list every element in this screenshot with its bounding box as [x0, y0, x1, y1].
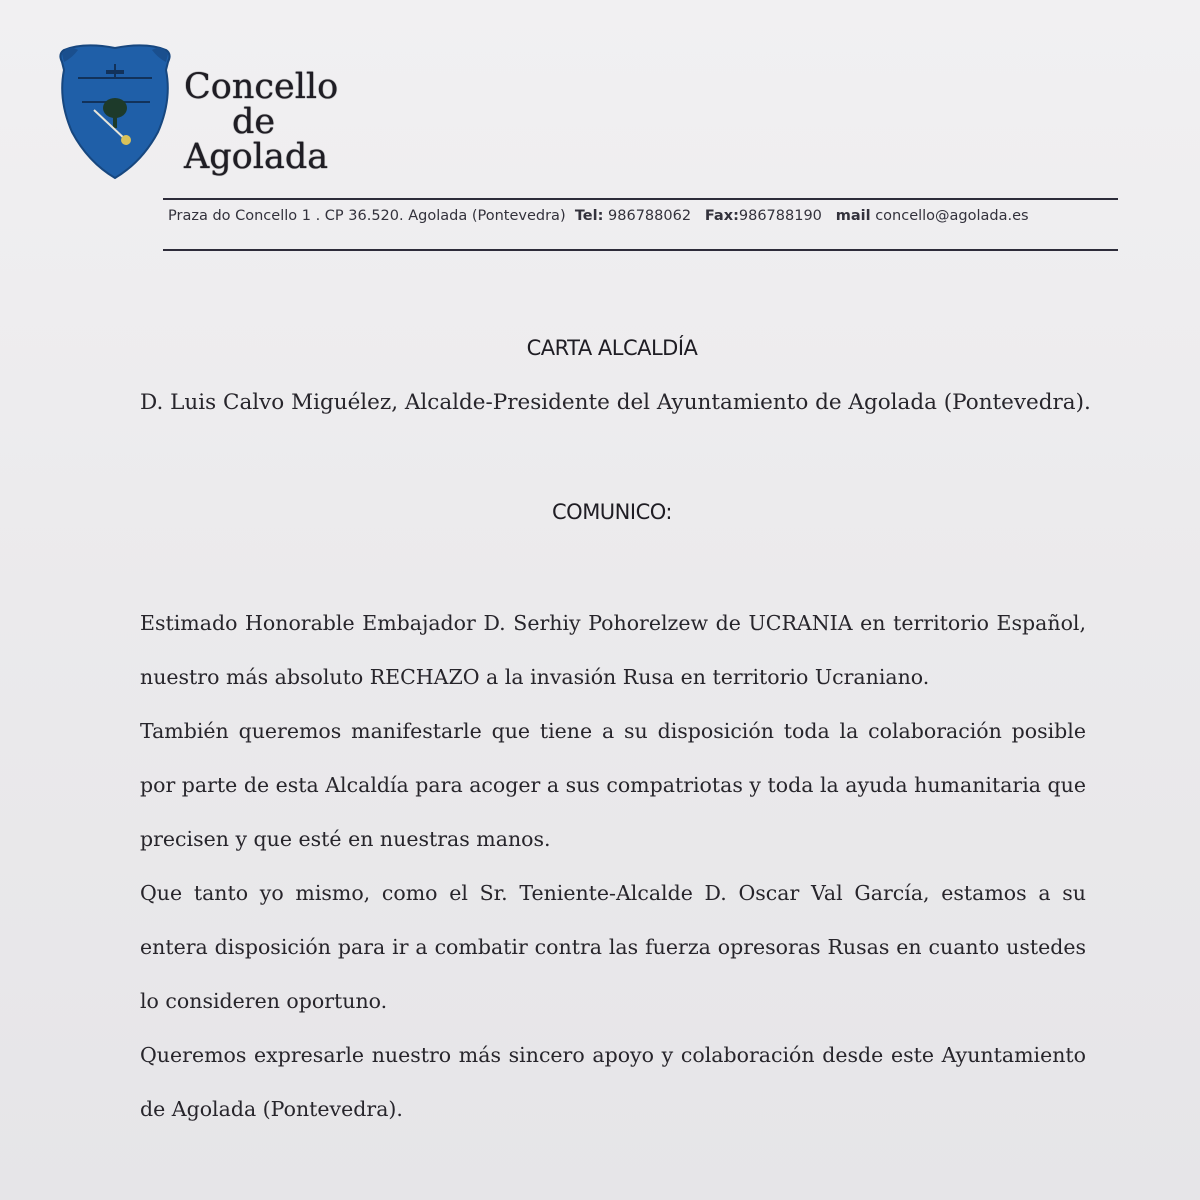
header-bottom-rule	[163, 249, 1118, 251]
org-name-line-2: de	[232, 102, 276, 142]
mail-label: mail	[835, 208, 871, 224]
coat-of-arms-icon	[54, 40, 176, 182]
fax-label: Fax:	[704, 208, 739, 224]
address: Praza do Concello 1 . CP 36.520. Agolada (Pontevedra)	[168, 208, 566, 224]
body-paragraph: Que tanto yo mismo, como el Sr. Teniente-Alcalde D. Oscar Val García, estamos a su entera disposición para ir a combatir contra las fuerza opresoras Rusas en cuanto ustedes lo consideren oportuno.	[140, 881, 1086, 1013]
mail-address: concello@agolada.es	[875, 208, 1029, 224]
letter-sender: D. Luis Calvo Miguélez, Alcalde-Presidente del Ayuntamiento de Agolada (Pontevedra).	[140, 390, 1091, 415]
org-name-line-1: Concello	[184, 67, 339, 107]
body-paragraph: Queremos expresarle nuestro más sincero apoyo y colaboración desde este Ayuntamiento de Agolada (Pontevedra).	[140, 1043, 1086, 1121]
letter-title: CARTA ALCALDÍA	[526, 336, 698, 360]
organization-name	[184, 67, 354, 177]
tel-number: 986788062	[608, 208, 692, 224]
letter-body	[140, 596, 1086, 1136]
tel-label: Tel:	[574, 208, 604, 224]
header-top-rule	[163, 198, 1118, 200]
body-paragraph: También queremos manifestarle que tiene a su disposición toda la colaboración posible por parte de esta Alcaldía para acoger a sus compatriotas y toda la ayuda humanitaria que precisen y que esté en nuestras manos.	[140, 719, 1086, 851]
fax-number: 986788190	[738, 208, 822, 224]
letter-heading: COMUNICO:	[552, 500, 672, 524]
contact-line	[168, 208, 1118, 224]
body-paragraph: Estimado Honorable Embajador D. Serhiy Pohorelzew de UCRANIA en territorio Español, nuestro más absoluto RECHAZO a la invasión Rusa en territorio Ucraniano.	[140, 611, 1086, 689]
org-name-line-3: Agolada	[184, 137, 329, 177]
